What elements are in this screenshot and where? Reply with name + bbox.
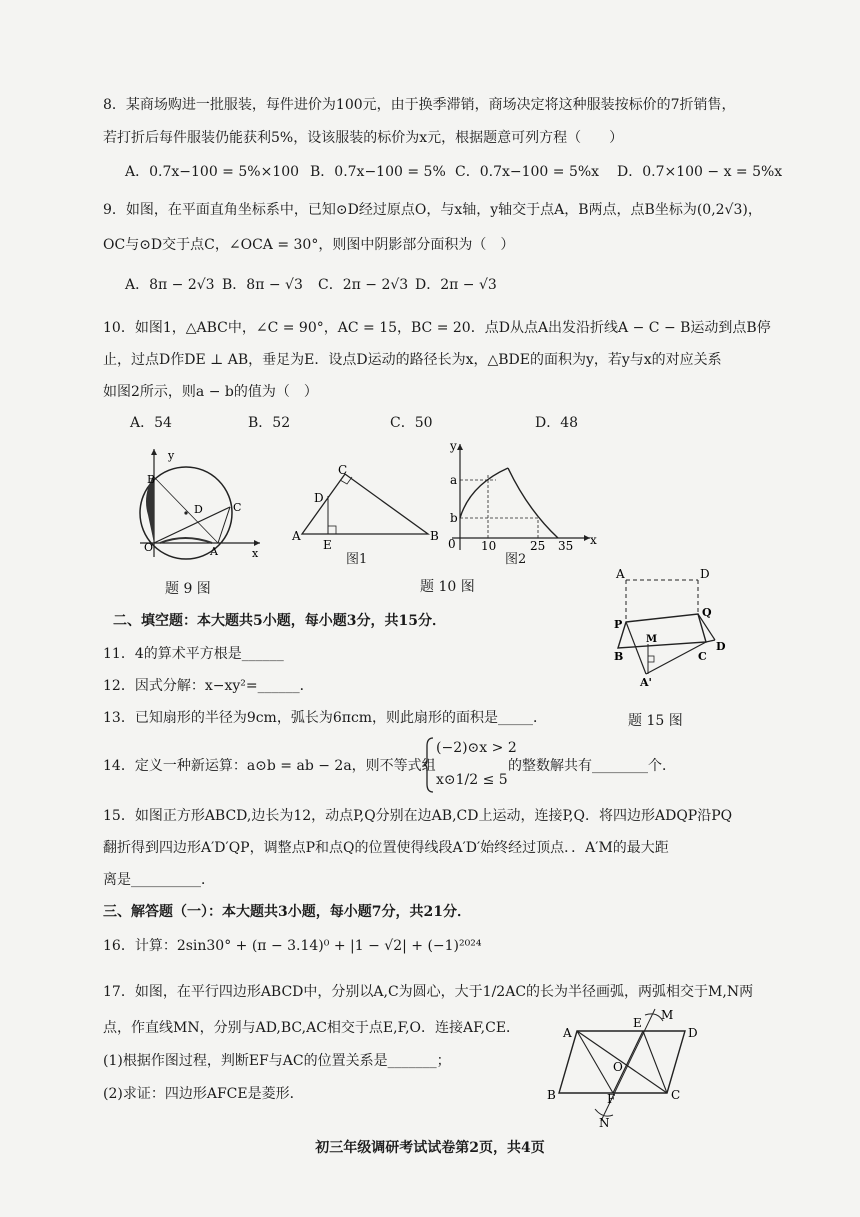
q8-option-a: A．0.7x−100 = 5%×100 xyxy=(125,164,300,180)
fig10b-a-label: a xyxy=(450,473,458,487)
fig2-label: 图2 xyxy=(505,552,527,567)
fig17-m-label: M xyxy=(661,1008,674,1022)
q10-line1: 10．如图1，△ABC中，∠C = 90°，AC = 15，BC = 20．点D从点A出发沿折线A − C − B运动到点B停 xyxy=(103,320,771,336)
fig9-caption: 题 9 图 xyxy=(165,581,211,597)
fig10-b-label: B xyxy=(430,529,439,543)
q14-system-line2: x⊙1/2 ≤ 5 xyxy=(436,772,508,788)
q12: 12．因式分解：x−xy²=______． xyxy=(103,678,314,694)
fig15-m-label: M xyxy=(646,634,658,645)
q17-line2: 点，作直线MN，分别与AD,BC,AC相交于点E,F,O．连接AF,CE． xyxy=(103,1020,521,1036)
fig9-d-label: D xyxy=(194,503,203,516)
fig15-c-label: C xyxy=(698,650,707,663)
fig10-d-label: D xyxy=(314,491,324,505)
fig10-e-label: E xyxy=(323,538,332,552)
fig10b-x-label: x xyxy=(590,533,597,547)
q9-line1: 9．如图，在平面直角坐标系中，已知⊙D经过原点O，与x轴，y轴交于点A，B两点，点B坐标为(0,2√3)， xyxy=(103,202,762,218)
q9-option-d: D．2π − √3 xyxy=(415,277,497,293)
fig9-a-label: A xyxy=(210,545,218,558)
q10-option-d: D．48 xyxy=(535,415,579,431)
figure-10-graph xyxy=(440,440,600,555)
fig10-c-label: C xyxy=(338,463,348,477)
q17-sub1: (1)根据作图过程，判断EF与AC的位置关系是_______； xyxy=(103,1053,451,1069)
fig17-f-label: F xyxy=(607,1092,616,1106)
q9-option-a: A．8π − 2√3 xyxy=(125,277,215,293)
fig17-a-label: A xyxy=(563,1026,572,1040)
fig15-b-label: B xyxy=(614,650,624,663)
fig15-d2-label: D xyxy=(716,640,726,653)
q15-line2: 翻折得到四边形A′D′QP，调整点P和点Q的位置使得线段A′D′始终经过顶点．．A′M的最大距 xyxy=(103,840,669,856)
fig9-x-label: x xyxy=(252,547,259,560)
q14-suffix: 的整数解共有________个． xyxy=(508,758,676,774)
fig10-caption: 题 10 图 xyxy=(420,579,475,595)
q9-option-b: B．8π − √3 xyxy=(222,277,303,293)
fig1-label: 图1 xyxy=(346,552,368,567)
fig15-caption: 题 15 图 xyxy=(628,713,683,729)
q14-brace xyxy=(424,736,434,794)
page-footer: 初三年级调研考试试卷第2页，共4页 xyxy=(315,1140,545,1156)
fig15-a-label: A xyxy=(616,567,625,581)
q17-line1: 17．如图，在平行四边形ABCD中，分别以A,C为圆心，大于1/2AC的长为半径画弧，两弧相交于M,N两 xyxy=(103,984,754,1000)
q11: 11．4的算术平方根是______ xyxy=(103,646,284,662)
fig17-n-label: N xyxy=(599,1116,610,1130)
fig15-a2-label: A' xyxy=(640,676,652,689)
figure-15-square-fold xyxy=(608,562,738,687)
section2-heading: 二、填空题：本大题共5小题，每小题3分，共15分． xyxy=(113,613,446,629)
q16: 16．计算：2sin30° + (π − 3.14)⁰ + |1 − √2| + (−1)²⁰²⁴ xyxy=(103,938,482,954)
q10-option-c: C．50 xyxy=(390,415,433,431)
q10-option-a: A．54 xyxy=(130,415,172,431)
fig17-b-label: B xyxy=(547,1088,556,1102)
fig10b-origin-label: 0 xyxy=(448,537,456,551)
fig9-b-label: B xyxy=(147,473,156,486)
q10-line3: 如图2所示，则a − b的值为（ ） xyxy=(103,384,318,400)
q9-option-c: C．2π − 2√3 xyxy=(318,277,409,293)
q8-option-c: C．0.7x−100 = 5%x xyxy=(455,164,600,180)
fig10b-y-label: y xyxy=(450,439,457,453)
fig15-q-label: Q xyxy=(702,606,712,619)
q8-option-d: D．0.7×100 − x = 5%x xyxy=(617,164,783,180)
q8-line1: 8．某商场购进一批服装，每件进价为100元，由于换季滞销，商场决定将这种服装按标价的7折销售， xyxy=(103,97,736,113)
fig15-d-label: D xyxy=(700,567,710,581)
figure-9-circle-diagram xyxy=(130,445,270,565)
fig17-d-label: D xyxy=(688,1026,698,1040)
q9-line2: OC与⊙D交于点C，∠OCA = 30°，则图中阴影部分面积为（ ） xyxy=(103,237,515,253)
fig10b-tick-10: 10 xyxy=(481,539,497,553)
fig10-a-label: A xyxy=(292,529,301,543)
fig10b-b-label: b xyxy=(450,511,458,525)
fig9-o-label: O xyxy=(144,541,154,554)
figure-17-parallelogram xyxy=(545,1005,725,1130)
fig10b-tick-35: 35 xyxy=(558,539,574,553)
q15-line1: 15．如图正方形ABCD,边长为12，动点P,Q分别在边AB,CD上运动，连接P,Q．将四边形ADQP沿PQ xyxy=(103,808,733,824)
q8-line2: 若打折后每件服装仍能获利5%，设该服装的标价为x元，根据题意可列方程（ ） xyxy=(103,130,624,146)
q17-sub2: (2)求证：四边形AFCE是菱形． xyxy=(103,1086,304,1102)
fig15-p-label: P xyxy=(614,618,623,631)
q8-option-b: B．0.7x−100 = 5% xyxy=(310,164,446,180)
fig9-c-label: C xyxy=(233,501,242,514)
fig17-o-label: O xyxy=(613,1060,623,1074)
q14-prefix: 14．定义一种新运算：a⊙b = ab − 2a，则不等式组 xyxy=(103,758,436,774)
fig17-c-label: C xyxy=(671,1088,681,1102)
q15-line3: 离是__________． xyxy=(103,872,215,888)
q10-option-b: B．52 xyxy=(248,415,291,431)
fig9-y-label: y xyxy=(168,449,175,462)
q10-line2: 止，过点D作DE ⊥ AB，垂足为E．设点D运动的路径长为x，△BDE的面积为y，若y与x的对应关系 xyxy=(103,352,722,368)
q13: 13．已知扇形的半径为9cm，弧长为6πcm，则此扇形的面积是_____． xyxy=(103,710,548,726)
section3-heading: 三、解答题（一）：本大题共3小题，每小题7分，共21分． xyxy=(103,904,471,920)
fig10b-tick-25: 25 xyxy=(530,539,546,553)
fig17-e-label: E xyxy=(633,1016,642,1030)
q14-system-line1: (−2)⊙x > 2 xyxy=(436,740,517,756)
figure-10-triangle xyxy=(290,462,440,557)
